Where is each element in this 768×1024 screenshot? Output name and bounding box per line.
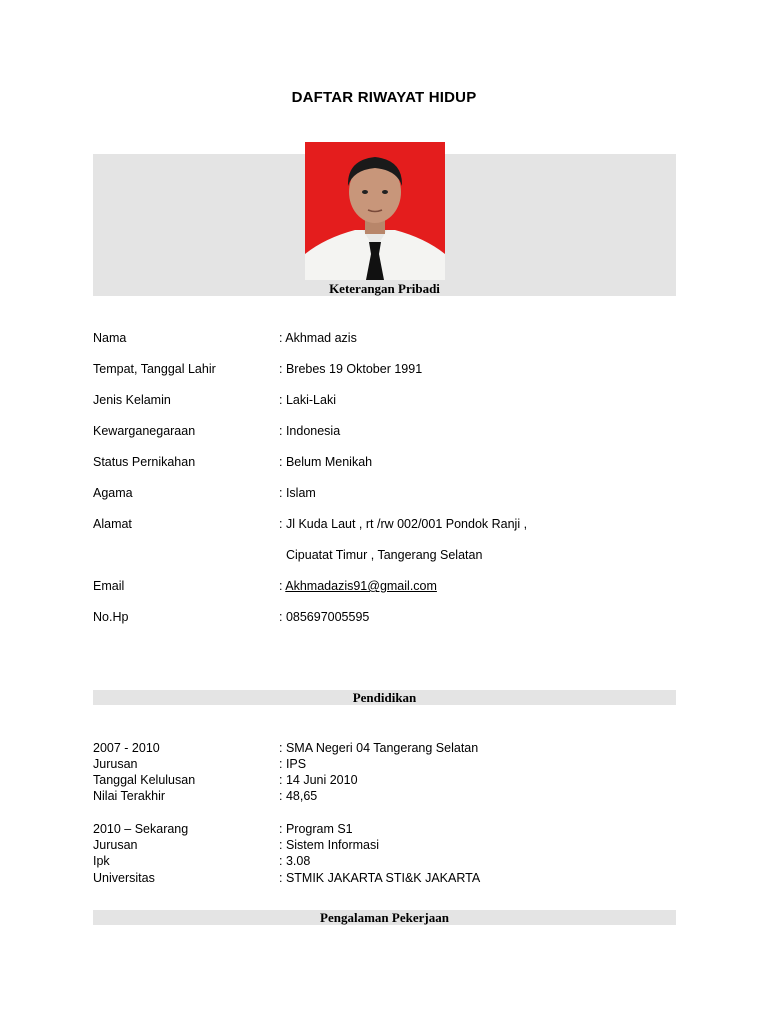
row-label: Nilai Terakhir bbox=[93, 789, 166, 803]
row-value: : 14 Juni 2010 bbox=[279, 773, 358, 787]
email-prefix: : bbox=[279, 579, 286, 593]
row-label: Universitas bbox=[93, 871, 155, 885]
row-value: Cipuatat Timur , Tangerang Selatan bbox=[286, 548, 483, 562]
row-label: Tempat, Tanggal Lahir bbox=[93, 362, 216, 376]
row-value: : IPS bbox=[279, 757, 307, 771]
row-value: : STMIK JAKARTA STI&K JAKARTA bbox=[279, 871, 481, 885]
row-value: : Laki-Laki bbox=[279, 393, 336, 407]
row-value: : Akhmad azis bbox=[279, 331, 357, 345]
row-label: Jenis Kelamin bbox=[93, 393, 171, 407]
portrait-illustration bbox=[305, 142, 445, 280]
row-value: : Jl Kuda Laut , rt /rw 002/001 Pondok Ranji , bbox=[279, 517, 528, 531]
row-value: : Program S1 bbox=[279, 822, 353, 836]
education-section-heading: Pendidikan bbox=[352, 690, 417, 705]
email-link[interactable]: Akhmadazis91@gmail.com bbox=[285, 579, 437, 593]
row-value bbox=[279, 579, 437, 593]
row-label: No.Hp bbox=[93, 610, 129, 624]
row-value: : Sistem Informasi bbox=[279, 838, 380, 852]
row-label: Jurusan bbox=[93, 757, 138, 771]
row-label: Email bbox=[93, 579, 125, 593]
row-label: Status Pernikahan bbox=[93, 455, 196, 469]
row-label: Ipk bbox=[93, 854, 110, 868]
row-value: : Islam bbox=[279, 486, 316, 500]
row-label: Nama bbox=[93, 331, 127, 345]
profile-photo bbox=[305, 142, 445, 280]
row-value: : Belum Menikah bbox=[279, 455, 373, 469]
row-label: Jurusan bbox=[93, 838, 138, 852]
row-value: : Brebes 19 Oktober 1991 bbox=[279, 362, 423, 376]
row-value: : 085697005595 bbox=[279, 610, 370, 624]
row-label: Agama bbox=[93, 486, 133, 500]
row-value: : 48,65 bbox=[279, 789, 318, 803]
row-label: 2007 - 2010 bbox=[93, 741, 160, 755]
row-value: : 3.08 bbox=[279, 854, 311, 868]
row-label: Tanggal Kelulusan bbox=[93, 773, 196, 787]
row-value: : Indonesia bbox=[279, 424, 341, 438]
row-label: Alamat bbox=[93, 517, 132, 531]
row-label: Kewarganegaraan bbox=[93, 424, 196, 438]
experience-section-heading: Pengalaman Pekerjaan bbox=[320, 910, 449, 925]
row-label: 2010 – Sekarang bbox=[93, 822, 189, 836]
document-title: DAFTAR RIWAYAT HIDUP bbox=[291, 89, 477, 106]
row-value: : SMA Negeri 04 Tangerang Selatan bbox=[279, 741, 479, 755]
personal-section-heading: Keterangan Pribadi bbox=[329, 281, 440, 296]
